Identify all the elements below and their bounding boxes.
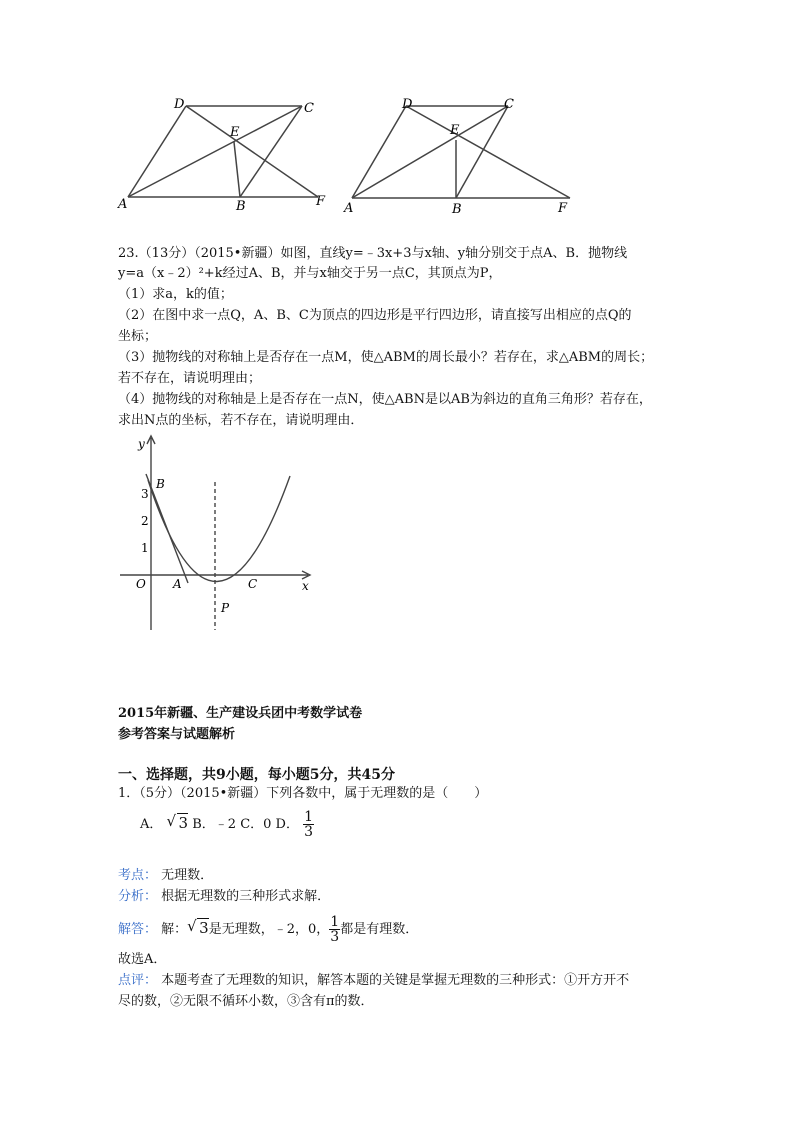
jieda-label: 解答： (118, 922, 158, 937)
axis-x-label: x (302, 579, 309, 593)
label-A: A (118, 197, 128, 212)
dianping-line2: 尽的数，②无限不循环小数，③含有π的数． (118, 994, 374, 1009)
tick-2: 2 (141, 514, 149, 528)
dianping-line1: 本题考查了无理数的知识，解答本题的关键是掌握无理数的三种形式：①开方开不 (161, 973, 630, 988)
label-B: B (236, 199, 246, 214)
jieda-post: 都是有理数． (340, 922, 419, 937)
problem-23-line1: 23.（13分）（2015•新疆）如图，直线y=﹣3x+3与x轴、y轴分别交于点A、B．抛物线 (118, 246, 628, 261)
answer-subtitle: 参考答案与试题解析 (118, 727, 236, 742)
origin-label: O (136, 577, 146, 591)
problem-23-q2a: （2）在图中求一点Q，A、B、C为顶点的四边形是平行四边形，请直接写出相应的点Q的 (118, 308, 632, 323)
figure-right (340, 92, 580, 218)
problem-23-line2: y=a（x﹣2）²+k经过A、B，并与x轴交于另一点C，其顶点为P， (118, 266, 502, 281)
label-B: B (452, 202, 462, 217)
tick-3: 3 (141, 487, 149, 501)
label-D: D (402, 97, 413, 112)
problem-23-q3b: 若不存在，请说明理由； (118, 371, 262, 386)
option-b: B．﹣2 (192, 817, 237, 832)
fraction-one-third: $\frac{1}{3}$ (304, 809, 314, 840)
question-1-options (140, 810, 314, 839)
fenxi-label: 分析： (118, 889, 158, 904)
point-C: C (248, 577, 258, 591)
guxuan: 故选A． (118, 952, 167, 967)
label-C: C (304, 101, 314, 116)
problem-23-q1: （1）求a，k的值； (118, 287, 233, 302)
problem-23-q4a: （4）抛物线的对称轴是上是否存在一点N，使△ABN是以AB为斜边的直角三角形？若存在， (118, 392, 652, 407)
sqrt-3: √ 3 (166, 812, 189, 832)
label-E: E (450, 123, 460, 138)
fenxi-text: 根据无理数的三种形式求解． (161, 889, 331, 904)
figure-left (112, 92, 332, 214)
tick-1: 1 (141, 541, 149, 555)
section-heading: 一、选择题，共9小题，每小题5分，共45分 (118, 767, 395, 783)
answer-title: 2015年新疆、生产建设兵团中考数学试卷 (118, 706, 363, 721)
axis-y-label: y (138, 437, 145, 451)
dianping-row (118, 971, 629, 991)
point-A: A (173, 577, 182, 591)
option-d-label: D． (275, 817, 299, 832)
jieda-mid: 是无理数，﹣2，0， (208, 922, 330, 937)
label-C: C (504, 97, 514, 112)
label-A: A (344, 201, 354, 216)
option-c: C．0 (240, 817, 272, 832)
point-P: P (221, 601, 230, 615)
label-F: F (558, 201, 568, 216)
problem-23-q4b: 求出N点的坐标，若不存在，请说明理由． (118, 413, 364, 428)
kaodian-text: 无理数． (161, 868, 214, 883)
parabola-graph (118, 430, 328, 640)
sqrt-3: √ 3 (187, 917, 209, 937)
point-B: B (156, 477, 165, 491)
kaodian-label: 考点： (118, 868, 158, 883)
question-1: 1．（5分）（2015•新疆）下列各数中，属于无理数的是（ ） (118, 786, 488, 801)
label-D: D (174, 97, 185, 112)
fenxi-row (118, 887, 330, 907)
problem-23-q3a: （3）抛物线的对称轴上是否存在一点M，使△ABM的周长最小？若存在，求△ABM的周长； (118, 350, 654, 365)
kaodian-row (118, 866, 213, 886)
dianping-label: 点评： (118, 973, 158, 988)
label-F: F (316, 194, 326, 209)
fraction-one-third: $\frac{1}{3}$ (330, 914, 340, 945)
problem-23-q2b: 坐标； (118, 329, 158, 344)
label-E: E (230, 125, 240, 140)
jieda-pre: 解： (161, 922, 188, 937)
option-a-label: A． (140, 817, 163, 832)
jieda-row (118, 915, 418, 944)
